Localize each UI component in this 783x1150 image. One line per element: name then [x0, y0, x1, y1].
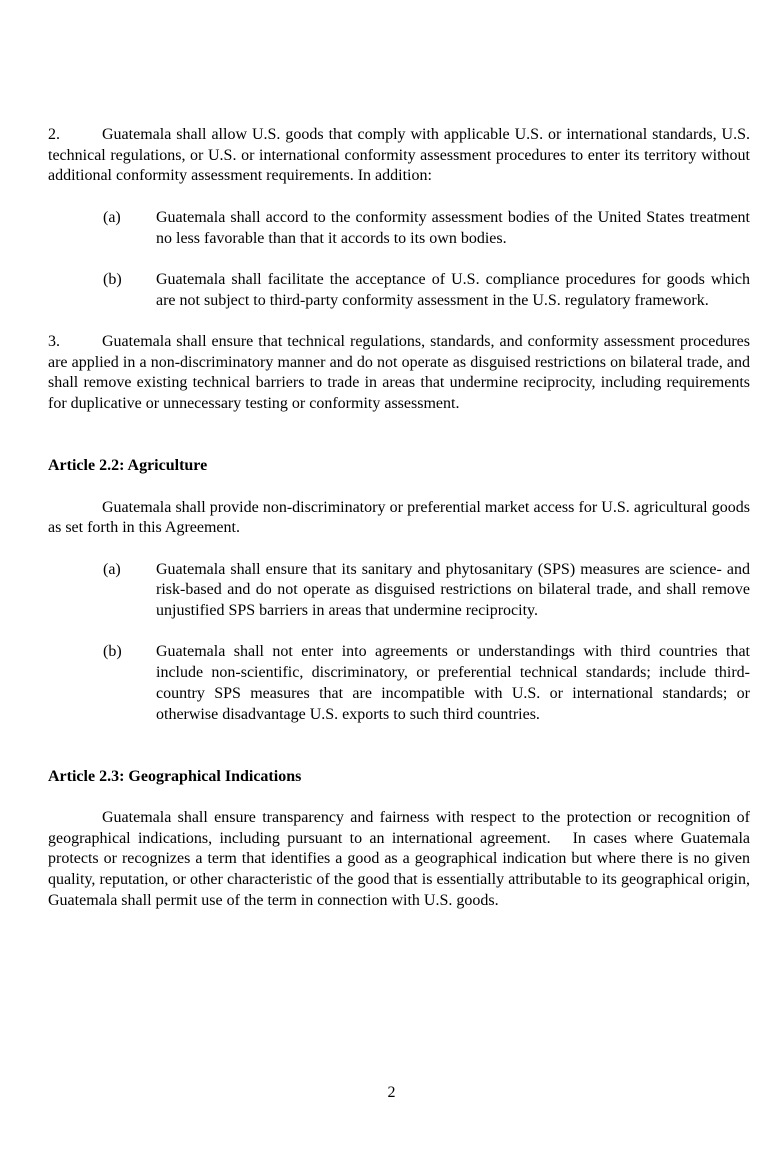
subitem-2b — [48, 270, 750, 311]
document-page — [48, 125, 754, 932]
subitem-text: Guatemala shall accord to the conformity assessment bodies of the United States treatment no less favorable than that it accords to its own bodies. — [156, 208, 750, 247]
subitem-text: Guatemala shall not enter into agreements or understandings with third countries that include non-scientific, discriminatory, or preferential technical standards; include third-country SPS measures that are incompatible with U.S. or international standards; or otherwise disadvantage U.S. exports to such third countries. — [156, 643, 750, 723]
article-2-3-body: Guatemala shall ensure transparency and fairness with respect to the protection or recognition of geographical indications, including pursuant to an international agreement. In cases where Guatemala protects or recognizes a term that identifies a good as a geographical indication but where there is no given quality, reputation, or other characteristic of the good that is essentially attributable to its geographical origin, Guatemala shall permit use of the term in connection with U.S. goods. — [48, 809, 754, 909]
page-number: 2 — [387, 1084, 396, 1101]
subitem-label: (a) — [103, 208, 121, 226]
subitem-label: (a) — [103, 560, 121, 578]
paragraph-text: Guatemala shall ensure that technical regulations, standards, and conformity assessment procedures are applied in a non-discriminatory manner and do not operate as disguised restrictions on bilateral trade, and shall remove existing technical barriers to trade in areas that undermine reciprocity, including requirements for duplicative or unnecessary testing or conformity assessment. — [48, 332, 750, 413]
subitem-agri-a — [48, 560, 750, 622]
subitem-label: (b) — [103, 270, 122, 288]
subitem-text: Guatemala shall facilitate the acceptance of U.S. compliance procedures for goods which are not subject to third-party conformity assessment in the U.S. regulatory framework. — [156, 270, 750, 309]
paragraph-2 — [48, 125, 750, 187]
article-2-3-heading: Article 2.3: Geographical Indications — [48, 767, 302, 785]
subitem-2a — [48, 208, 750, 249]
paragraph-text: Guatemala shall allow U.S. goods that comply with applicable U.S. or international standards, U.S. technical regulations, or U.S. or international conformity assessment procedures to enter its territory without additional conformity assessment requirements. In addition: — [48, 126, 750, 185]
paragraph-3 — [48, 332, 750, 415]
subitem-agri-b — [48, 642, 750, 725]
article-2-2-intro: Guatemala shall provide non-discriminatory or preferential market access for U.S. agricultural goods as set forth in this Agreement. — [48, 498, 750, 537]
subitem-text: Guatemala shall ensure that its sanitary and phytosanitary (SPS) measures are science- and risk-based and do not operate as disguised restrictions on bilateral trade, and shall remove unjustified SPS barriers in areas that undermine reciprocity. — [156, 560, 750, 620]
subitem-label: (b) — [103, 643, 122, 661]
paragraph-number: 3. — [48, 332, 60, 350]
article-2-2-heading: Article 2.2: Agriculture — [48, 457, 208, 475]
paragraph-number: 2. — [48, 126, 60, 143]
